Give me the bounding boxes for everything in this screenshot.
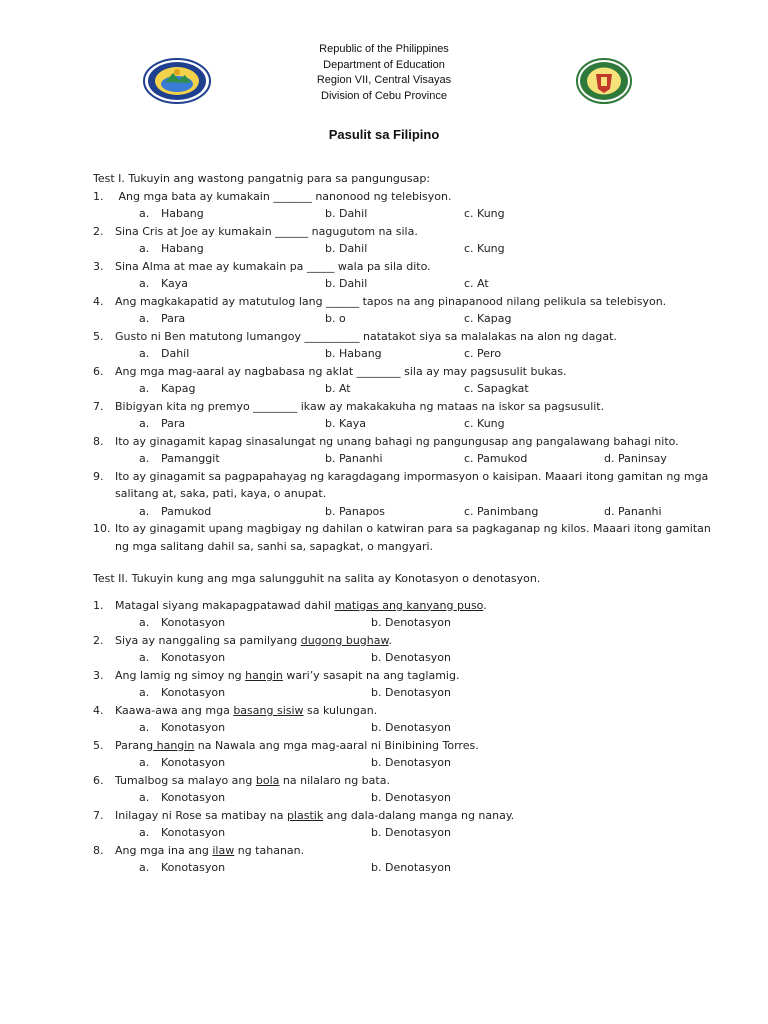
option-letter: a. [139, 452, 150, 465]
option-b [325, 205, 464, 223]
question-text-before: Parang [115, 738, 154, 752]
question-text [115, 772, 713, 790]
option-b [325, 380, 464, 398]
option-c [464, 380, 604, 398]
question-text-after: . [388, 633, 392, 647]
question-number: 2. [93, 633, 104, 647]
document-header [0, 42, 768, 104]
option-text: Konotasyon [161, 616, 226, 629]
question-text [115, 807, 713, 825]
option-text: b. Dahil [325, 277, 368, 290]
question-number: 4. [93, 703, 104, 717]
option-letter: a. [139, 347, 150, 360]
option-b [325, 415, 464, 433]
question-number: 6. [93, 364, 104, 378]
option-text: c. Panimbang [464, 504, 539, 518]
option-text: b. Pananhi [325, 452, 383, 465]
option-b [325, 275, 464, 293]
option-text: c. Kung [464, 417, 505, 430]
option-text: b. Kaya [325, 417, 366, 430]
option-text: b. Panapos [325, 504, 386, 518]
question-text-after: ang dala-dalang manga ng nanay. [323, 808, 515, 822]
question-item [93, 328, 713, 346]
option-text: Habang [161, 242, 204, 255]
underlined-phrase: bola [255, 773, 280, 787]
question-text-before: Inilagay ni Rose sa matibay na [115, 808, 287, 822]
question-text-before: Siya ay nanggaling sa pamilyang [115, 633, 301, 647]
question-item [93, 597, 713, 615]
answer-options [93, 719, 713, 737]
question-text-after: sa kulungan. [303, 703, 378, 717]
question-item [93, 702, 713, 720]
option-a [93, 824, 371, 842]
option-b [371, 684, 451, 702]
question-number: 1. [93, 598, 104, 612]
question-item [93, 842, 713, 860]
question-text [115, 667, 713, 685]
header-line-department: Department of Education [323, 58, 445, 71]
option-c [464, 415, 604, 433]
answer-options [93, 789, 713, 807]
option-text: Konotasyon [161, 826, 226, 839]
header-line-division: Division of Cebu Province [321, 89, 447, 102]
question-text: Ito ay ginagamit upang magbigay ng dahilan o katwiran para sa pagkaganap ng kilos. Maaari itong gamitan ng mga salitang dahil sa, sanhi sa, sapagkat, o mangyari. [115, 522, 711, 553]
question-text: Gusto ni Ben matutong lumangoy __________ natatakot siya sa malalakas na alon ng dagat. [115, 329, 617, 343]
answer-options [93, 754, 713, 772]
option-b [371, 719, 451, 737]
question-text: Ang mga bata ay kumakain _______ nanonood ng telebisyon. [115, 189, 452, 203]
option-b [325, 503, 464, 521]
option-a [93, 754, 371, 772]
option-c [464, 205, 604, 223]
document-title: Pasulit sa Filipino [328, 127, 440, 142]
option-text: Konotasyon [161, 686, 226, 699]
option-letter: a. [139, 616, 150, 629]
underlined-phrase: plastik [286, 808, 324, 822]
option-text: b. o [325, 312, 346, 325]
option-c [464, 450, 604, 468]
answer-options [93, 503, 713, 521]
answer-options [93, 345, 713, 363]
option-a [93, 310, 325, 328]
answer-options [93, 415, 713, 433]
question-number: 6. [93, 773, 104, 787]
underlined-phrase: dugong bughaw [300, 633, 389, 647]
underlined-phrase: ilaw [212, 843, 235, 857]
question-number: 5. [93, 738, 104, 752]
question-number: 10. [93, 522, 111, 535]
option-text: Dahil [161, 347, 190, 360]
question-text: Ito ay ginagamit kapag sinasalungat ng unang bahagi ng pangungusap ang pangalawang bahagi nito. [115, 434, 679, 448]
option-a [93, 719, 371, 737]
option-text: b. Denotasyon [371, 756, 451, 769]
option-letter: a. [139, 686, 150, 699]
answer-options [93, 450, 713, 468]
option-b [325, 310, 464, 328]
question-number: 8. [93, 434, 104, 448]
question-item [93, 293, 713, 311]
option-letter: a. [139, 207, 150, 220]
option-b [371, 789, 451, 807]
option-letter: a. [139, 504, 150, 518]
answer-options [93, 614, 713, 632]
header-line-region: Region VII, Central Visayas [316, 74, 452, 86]
option-letter: a. [139, 242, 150, 255]
option-a [93, 380, 325, 398]
question-text-after: na Nawala ang mga mag-aaral ni Binibining Torres. [194, 738, 479, 752]
option-text: b. Denotasyon [371, 651, 451, 664]
question-item [93, 433, 713, 451]
option-text: d. Pananhi [604, 504, 662, 518]
test-one-heading: Test I. Tukuyin ang wastong pangatnig para sa pangungusap: [93, 172, 431, 185]
option-b [325, 345, 464, 363]
option-a [93, 450, 325, 468]
underlined-phrase: hangin [153, 738, 195, 752]
option-c [464, 240, 604, 258]
question-item [93, 468, 713, 503]
option-text: b. At [325, 382, 351, 395]
option-letter: a. [139, 721, 150, 734]
option-text: Konotasyon [161, 791, 226, 804]
option-text: Pamukod [161, 504, 212, 518]
option-d [604, 450, 667, 468]
option-letter: a. [139, 312, 150, 325]
question-item [93, 737, 713, 755]
question-text: Ito ay ginagamit sa pagpapahayag ng karagdagang impormasyon o kaisipan. Maaari itong gamitan ng mga salitang at, saka, pati, kaya, o anupat. [115, 469, 709, 500]
question-text [115, 597, 713, 615]
answer-options [93, 275, 713, 293]
option-a [93, 240, 325, 258]
option-text: b. Habang [325, 347, 382, 360]
underlined-phrase: hangin [245, 668, 283, 682]
underlined-phrase: basang sisiw [233, 703, 304, 717]
option-a [93, 503, 325, 521]
question-item [93, 807, 713, 825]
option-b [325, 240, 464, 258]
option-a [93, 789, 371, 807]
option-a [93, 275, 325, 293]
question-number: 2. [93, 224, 104, 238]
option-text: c. Sapagkat [464, 382, 529, 395]
option-text: Konotasyon [161, 721, 226, 734]
question-text-after: wari’y sasapit na ang taglamig. [282, 668, 460, 682]
option-letter: a. [139, 382, 150, 395]
question-number: 1. [93, 189, 104, 203]
question-number: 7. [93, 399, 104, 413]
question-text-before: Matagal siyang makapagpatawad dahil [115, 598, 335, 612]
option-text: c. Kung [464, 207, 505, 220]
question-number: 3. [93, 259, 104, 273]
option-a [93, 649, 371, 667]
question-text-after: . [483, 598, 487, 612]
option-a [93, 415, 325, 433]
option-text: b. Dahil [325, 242, 368, 255]
test-two-section [93, 570, 713, 877]
option-text: Para [161, 312, 186, 325]
option-letter: a. [139, 277, 150, 290]
option-a [93, 345, 325, 363]
question-number: 8. [93, 843, 104, 857]
question-number: 7. [93, 808, 104, 822]
option-text: d. Paninsay [604, 452, 667, 465]
option-text: Konotasyon [161, 651, 226, 664]
header-line-republic: Republic of the Philippines [319, 43, 449, 55]
question-number: 5. [93, 329, 104, 343]
question-text: Bibigyan kita ng premyo ________ ikaw ay makakakuha ng mataas na iskor sa pagsusulit. [115, 399, 605, 413]
option-d [604, 503, 662, 521]
option-c [464, 275, 604, 293]
option-letter: a. [139, 651, 150, 664]
option-text: Pamanggit [161, 452, 220, 465]
option-b [325, 450, 464, 468]
question-text [115, 632, 713, 650]
underlined-phrase: matigas ang kanyang puso [334, 598, 484, 612]
option-a [93, 614, 371, 632]
option-text: b. Denotasyon [371, 616, 451, 629]
answer-options [93, 824, 713, 842]
option-text: Para [161, 417, 186, 430]
question-item [93, 772, 713, 790]
question-text-before: Ang lamig ng simoy ng [115, 668, 246, 682]
option-a [93, 684, 371, 702]
option-b [371, 614, 451, 632]
option-c [464, 503, 604, 521]
question-text-before: Ang mga ina ang [115, 843, 213, 857]
question-item [93, 188, 713, 206]
question-number: 4. [93, 294, 104, 308]
option-text: c. Pamukod [464, 452, 528, 465]
option-text: b. Denotasyon [371, 826, 451, 839]
question-item [93, 632, 713, 650]
option-b [371, 859, 451, 877]
question-text-before: Tumalbog sa malayo ang [115, 773, 256, 787]
answer-options [93, 859, 713, 877]
answer-options [93, 205, 713, 223]
question-text-after: na nilalaro ng bata. [279, 773, 390, 787]
option-text: b. Denotasyon [371, 861, 451, 874]
question-item [93, 363, 713, 381]
question-text: Ang mga mag-aaral ay nagbabasa ng aklat ________ sila ay may pagsusulit bukas. [115, 364, 567, 378]
question-text-before: Kaawa-awa ang mga [115, 703, 234, 717]
test-one-section [93, 170, 713, 555]
option-letter: a. [139, 791, 150, 804]
option-text: b. Denotasyon [371, 721, 451, 734]
option-text: Kapag [161, 382, 196, 395]
option-text: b. Denotasyon [371, 686, 451, 699]
option-text: Konotasyon [161, 756, 226, 769]
option-text: b. Dahil [325, 207, 368, 220]
option-letter: a. [139, 826, 150, 839]
answer-options [93, 310, 713, 328]
option-letter: a. [139, 417, 150, 430]
question-number: 9. [93, 469, 104, 483]
answer-options [93, 684, 713, 702]
question-text: Sina Alma at mae ay kumakain pa _____ wala pa sila dito. [115, 259, 431, 273]
question-text [115, 737, 713, 755]
option-c [464, 345, 604, 363]
option-a [93, 859, 371, 877]
option-b [371, 754, 451, 772]
option-b [371, 824, 451, 842]
question-text: Ang magkakapatid ay matutulog lang ______ tapos na ang pinapanood nilang pelikula sa telebisyon. [115, 294, 667, 308]
option-letter: a. [139, 861, 150, 874]
question-text: Sina Cris at Joe ay kumakain ______ nagugutom na sila. [115, 224, 418, 238]
option-b [371, 649, 451, 667]
answer-options [93, 380, 713, 398]
question-text [115, 842, 713, 860]
option-text: c. Kung [464, 242, 505, 255]
option-text: Habang [161, 207, 204, 220]
option-text: b. Denotasyon [371, 791, 451, 804]
option-c [464, 310, 604, 328]
question-item [93, 258, 713, 276]
question-item [93, 520, 713, 555]
option-text: Kaya [161, 277, 189, 290]
answer-options [93, 649, 713, 667]
test-two-heading: Test II. Tukuyin kung ang mga salungguhit na salita ay Konotasyon o denotasyon. [93, 572, 541, 585]
question-number: 3. [93, 668, 104, 682]
question-item [93, 223, 713, 241]
option-text: c. At [464, 277, 489, 290]
option-a [93, 205, 325, 223]
answer-options [93, 240, 713, 258]
question-item [93, 667, 713, 685]
option-text: c. Pero [464, 347, 502, 360]
option-letter: a. [139, 756, 150, 769]
question-text-after: ng tahanan. [234, 843, 305, 857]
question-text [115, 702, 713, 720]
option-text: c. Kapag [464, 312, 512, 325]
question-item [93, 398, 713, 416]
option-text: Konotasyon [161, 861, 226, 874]
